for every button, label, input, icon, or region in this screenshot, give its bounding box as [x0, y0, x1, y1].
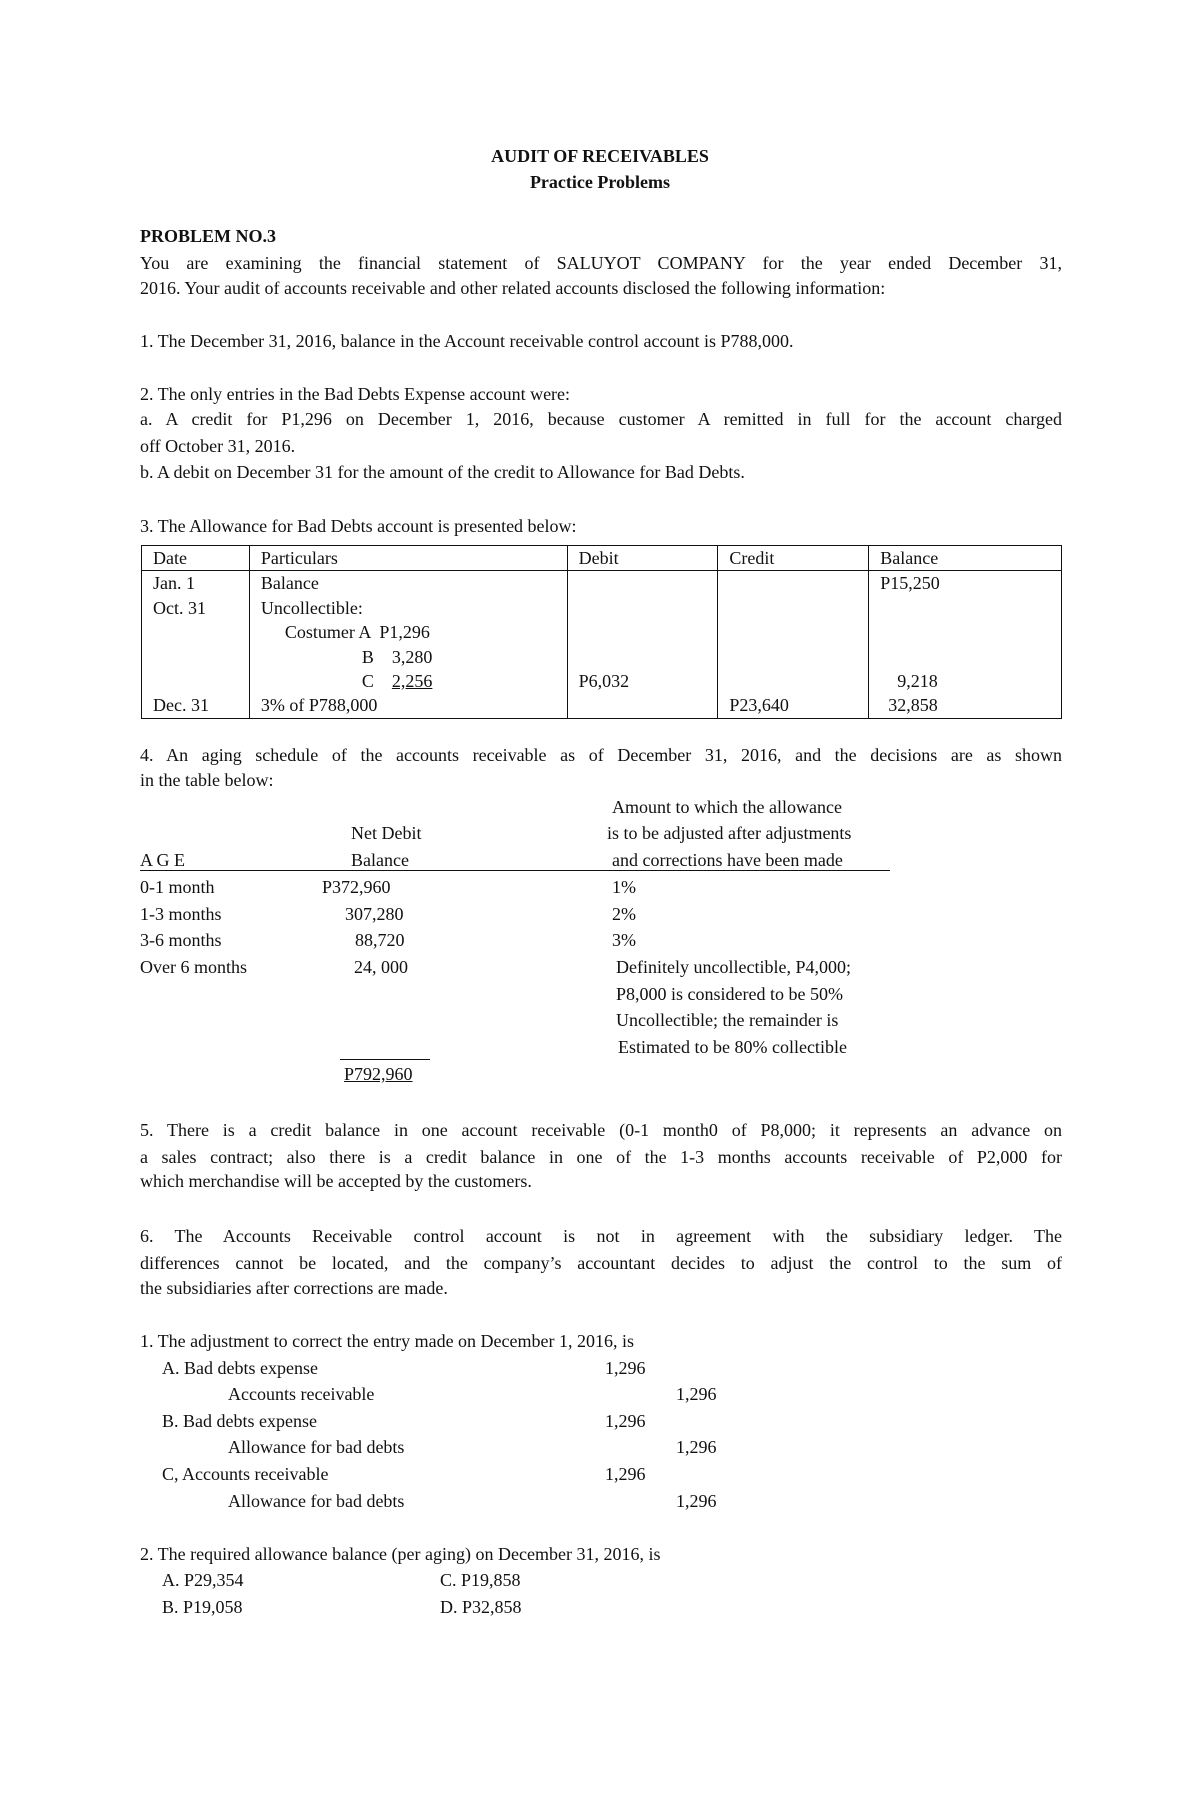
aging-balance: P372,960	[322, 877, 391, 897]
q1-option-debit: C, Accounts receivable	[162, 1464, 329, 1484]
aging-rate: Definitely uncollectible, P4,000;	[616, 957, 851, 977]
aging-col-amount-line-3: and corrections have been made	[612, 850, 843, 870]
ledger-cell-balance: 9,218	[869, 669, 1062, 693]
item-4-lead-line-1: 4. An aging schedule of the accounts receivable as of December 31, 2016, and the decisions are as shown	[140, 745, 1062, 765]
ledger-header-credit: Credit	[718, 546, 869, 571]
q2-option-a: A. P29,354	[162, 1570, 244, 1590]
ledger-cell-credit	[718, 596, 869, 620]
q2-option-d: D. P32,858	[440, 1597, 522, 1617]
aging-note-line: Estimated to be 80% collectible	[618, 1037, 847, 1057]
ledger-header-date: Date	[142, 546, 250, 571]
ledger-row	[142, 571, 1062, 596]
aging-note-line: P8,000 is considered to be 50%	[616, 984, 843, 1004]
item-6-line-3: the subsidiaries after corrections are made.	[140, 1278, 448, 1298]
ledger-cell-debit: P6,032	[567, 669, 718, 693]
ledger-cell-credit	[718, 571, 869, 596]
q1-option-credit: Accounts receivable	[228, 1384, 375, 1404]
intro-line-1: You are examining the financial statement of SALUYOT COMPANY for the year ended December 31,	[140, 253, 1062, 273]
ledger-row	[142, 596, 1062, 620]
ledger-cell-date	[142, 669, 250, 693]
ledger-cell-balance	[869, 620, 1062, 644]
aging-rate: 3%	[612, 930, 636, 950]
aging-col-amount-line-1: Amount to which the allowance	[612, 797, 842, 817]
item-6-line-2: differences cannot be located, and the company’s accountant decides to adjust the control to the sum of	[140, 1253, 1062, 1273]
aging-header-rule	[140, 870, 890, 871]
aging-total: P792,960	[344, 1064, 413, 1084]
aging-age: Over 6 months	[140, 957, 247, 977]
q1-option-credit-amount: 1,296	[676, 1384, 717, 1404]
item-1: 1. The December 31, 2016, balance in the Account receivable control account is P788,000.	[140, 331, 794, 351]
aging-age: 0-1 month	[140, 877, 215, 897]
ledger-cell-balance: 32,858	[869, 693, 1062, 718]
ledger-cell-debit	[567, 571, 718, 596]
aging-rate: 2%	[612, 904, 636, 924]
problem-heading: PROBLEM NO.3	[140, 226, 277, 246]
ledger-cell-particulars: Balance	[249, 571, 567, 596]
ledger-cell-credit	[718, 669, 869, 693]
aging-balance: 24, 000	[354, 957, 408, 977]
ledger-cell-balance	[869, 645, 1062, 669]
item-3-lead: 3. The Allowance for Bad Debts account is presented below:	[140, 516, 577, 536]
ledger-cell-date: Dec. 31	[142, 693, 250, 718]
ledger-header-row	[142, 546, 1062, 571]
q2-option-c: C. P19,858	[440, 1570, 521, 1590]
item-2-lead: 2. The only entries in the Bad Debts Expense account were:	[140, 384, 571, 404]
aging-rate: 1%	[612, 877, 636, 897]
q1-option-credit-amount: 1,296	[676, 1437, 717, 1457]
q1-option-debit: B. Bad debts expense	[162, 1411, 317, 1431]
ledger-cell-date: Jan. 1	[142, 571, 250, 596]
ledger-cell-particulars: Costumer A P1,296	[249, 620, 567, 644]
ledger-cell-balance	[869, 596, 1062, 620]
ledger-cell-date	[142, 620, 250, 644]
ledger-cell-particulars: B 3,280	[249, 645, 567, 669]
ledger-cell-debit	[567, 596, 718, 620]
item-2a-line-1: a. A credit for P1,296 on December 1, 2016, because customer A remitted in full for the account charged	[140, 409, 1062, 429]
item-2a-line-2: off October 31, 2016.	[140, 436, 296, 456]
ledger-cell-debit	[567, 620, 718, 644]
ledger-cell-debit	[567, 645, 718, 669]
q1-option-debit-amount: 1,296	[605, 1411, 646, 1431]
q1-option-credit-amount: 1,296	[676, 1491, 717, 1511]
ledger-cell-date: Oct. 31	[142, 596, 250, 620]
aging-col-net-line-2: Balance	[351, 850, 409, 870]
ledger-row	[142, 669, 1062, 693]
ledger-header-debit: Debit	[567, 546, 718, 571]
aging-age: 1-3 months	[140, 904, 222, 924]
item-4-lead-line-2: in the table below:	[140, 770, 274, 790]
ledger-cell-particulars: C 2,256	[249, 669, 567, 693]
aging-col-age: A G E	[140, 850, 185, 870]
item-6-line-1: 6. The Accounts Receivable control account is not in agreement with the subsidiary ledger. The	[140, 1226, 1062, 1246]
item-2b: b. A debit on December 31 for the amount of the credit to Allowance for Bad Debts.	[140, 462, 745, 482]
q1-option-debit-amount: 1,296	[605, 1358, 646, 1378]
item-5-line-1: 5. There is a credit balance in one account receivable (0-1 month0 of P8,000; it represents an advance on	[140, 1120, 1062, 1140]
ledger-subtotal-amount: 2,256	[391, 671, 433, 692]
ledger-cell-particulars: 3% of P788,000	[249, 693, 567, 718]
intro-line-2: 2016. Your audit of accounts receivable and other related accounts disclosed the following information:	[140, 278, 886, 298]
ledger-cell-debit	[567, 693, 718, 718]
q1-option-credit: Allowance for bad debts	[228, 1437, 405, 1457]
q1-option-debit: A. Bad debts expense	[162, 1358, 318, 1378]
ledger-row	[142, 620, 1062, 644]
aging-col-amount-line-2: is to be adjusted after adjustments	[607, 823, 852, 843]
q2-option-b: B. P19,058	[162, 1597, 243, 1617]
aging-col-net-line-1: Net Debit	[351, 823, 422, 843]
document-subtitle: Practice Problems	[529, 172, 671, 192]
ledger-cell-date	[142, 645, 250, 669]
ledger-cell-credit	[718, 620, 869, 644]
document-title: AUDIT OF RECEIVABLES	[491, 146, 709, 166]
ledger-cell-balance: P15,250	[869, 571, 1062, 596]
item-5-line-2: a sales contract; also there is a credit balance in one of the 1-3 months accounts receivable of P2,000 for	[140, 1147, 1062, 1167]
ledger-cell-credit	[718, 645, 869, 669]
aging-note-line: Uncollectible; the remainder is	[616, 1010, 839, 1030]
ledger-row	[142, 693, 1062, 718]
allowance-ledger-table	[141, 545, 1062, 719]
ledger-header-balance: Balance	[869, 546, 1062, 571]
q1-option-debit-amount: 1,296	[605, 1464, 646, 1484]
ledger-cell-credit: P23,640	[718, 693, 869, 718]
aging-age: 3-6 months	[140, 930, 222, 950]
aging-balance: 307,280	[345, 904, 404, 924]
aging-balance: 88,720	[355, 930, 405, 950]
aging-total-rule	[340, 1059, 430, 1060]
question-1: 1. The adjustment to correct the entry made on December 1, 2016, is	[140, 1331, 635, 1351]
question-2: 2. The required allowance balance (per aging) on December 31, 2016, is	[140, 1544, 661, 1564]
ledger-cell-particulars: Uncollectible:	[249, 596, 567, 620]
item-5-line-3: which merchandise will be accepted by the customers.	[140, 1171, 532, 1191]
q1-option-credit: Allowance for bad debts	[228, 1491, 405, 1511]
ledger-header-particulars: Particulars	[249, 546, 567, 571]
ledger-row	[142, 645, 1062, 669]
